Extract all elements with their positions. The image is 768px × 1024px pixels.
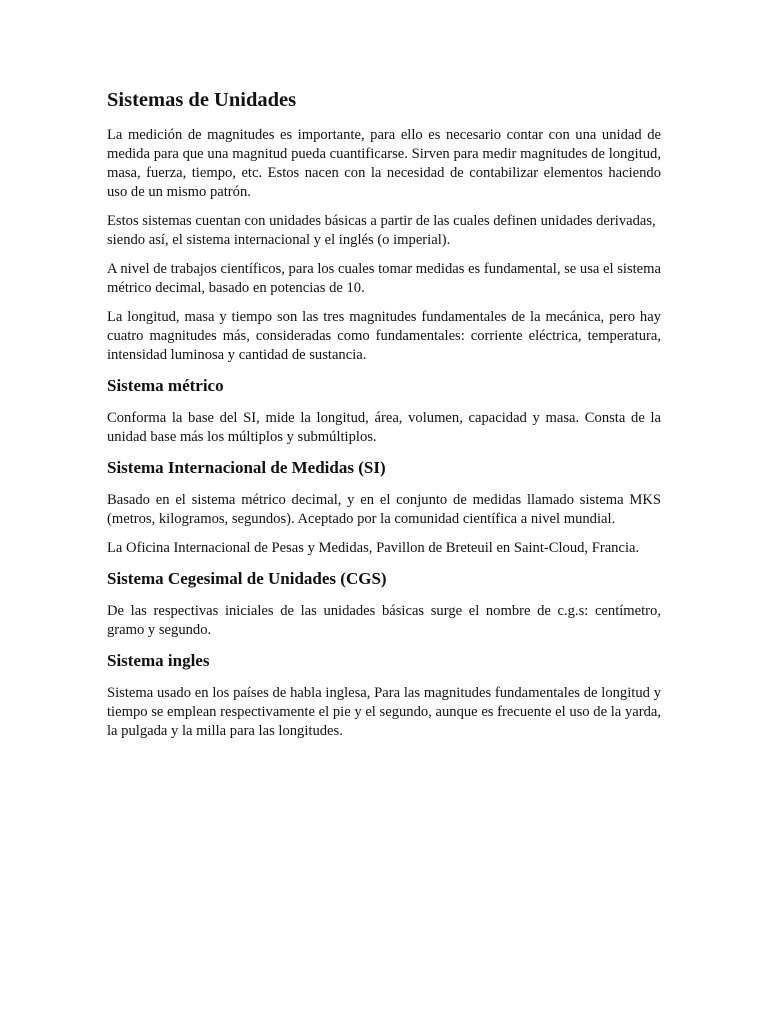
page-title: Sistemas de Unidades	[107, 89, 297, 111]
section-sistema-ingles	[107, 650, 661, 741]
section-sistema-internacional	[107, 457, 661, 558]
intro-paragraph: A nivel de trabajos científicos, para los cuales tomar medidas es fundamental, se usa el sistema métrico decimal, basado en potencias de 10.	[107, 260, 661, 296]
section-paragraph: De las respectivas iniciales de las unidades básicas surge el nombre de c.g.s: centímetro, gramo y segundo.	[107, 602, 661, 638]
section-heading: Sistema Cegesimal de Unidades (CGS)	[107, 568, 387, 588]
section-heading: Sistema Internacional de Medidas (SI)	[107, 457, 386, 477]
section-paragraph: Sistema usado en los países de habla inglesa, Para las magnitudes fundamentales de longitud y tiempo se emplean respectivamente el pie y el segundo, aunque es frecuente el uso de la yarda, la pulgada y la milla para las longitudes.	[107, 685, 661, 739]
section-paragraph: Conforma la base del SI, mide la longitud, área, volumen, capacidad y masa. Consta de la unidad base más los múltiplos y submúltiplos.	[107, 409, 661, 445]
section-paragraph: Basado en el sistema métrico decimal, y en el conjunto de medidas llamado sistema MKS (metros, kilogramos, segundos). Aceptado por la comunidad científica a nivel mundial.	[107, 491, 661, 527]
section-sistema-metrico	[107, 375, 661, 447]
section-heading: Sistema ingles	[107, 650, 210, 670]
intro-paragraph: Estos sistemas cuentan con unidades básicas a partir de las cuales definen unidades derivadas, siendo así, el sistema internacional y el inglés (o imperial).	[107, 212, 656, 248]
section-sistema-cegesimal	[107, 568, 661, 640]
document-page	[107, 88, 661, 751]
section-heading: Sistema métrico	[107, 375, 224, 395]
section-paragraph: La Oficina Internacional de Pesas y Medidas, Pavillon de Breteuil en Saint-Cloud, Francia.	[107, 539, 640, 556]
intro-paragraph: La longitud, masa y tiempo son las tres magnitudes fundamentales de la mecánica, pero hay cuatro magnitudes más, consideradas como fundamentales: corriente eléctrica, temperatura, intensidad luminosa y cantidad de sustancia.	[107, 308, 661, 363]
intro-paragraph: La medición de magnitudes es importante, para ello es necesario contar con una unidad de medida para que una magnitud pueda cuantificarse. Sirven para medir magnitudes de longitud, masa, fuerza, tiempo, etc. Estos nacen con la necesidad de contabilizar elementos haciendo uso de un mismo patrón.	[107, 126, 661, 200]
